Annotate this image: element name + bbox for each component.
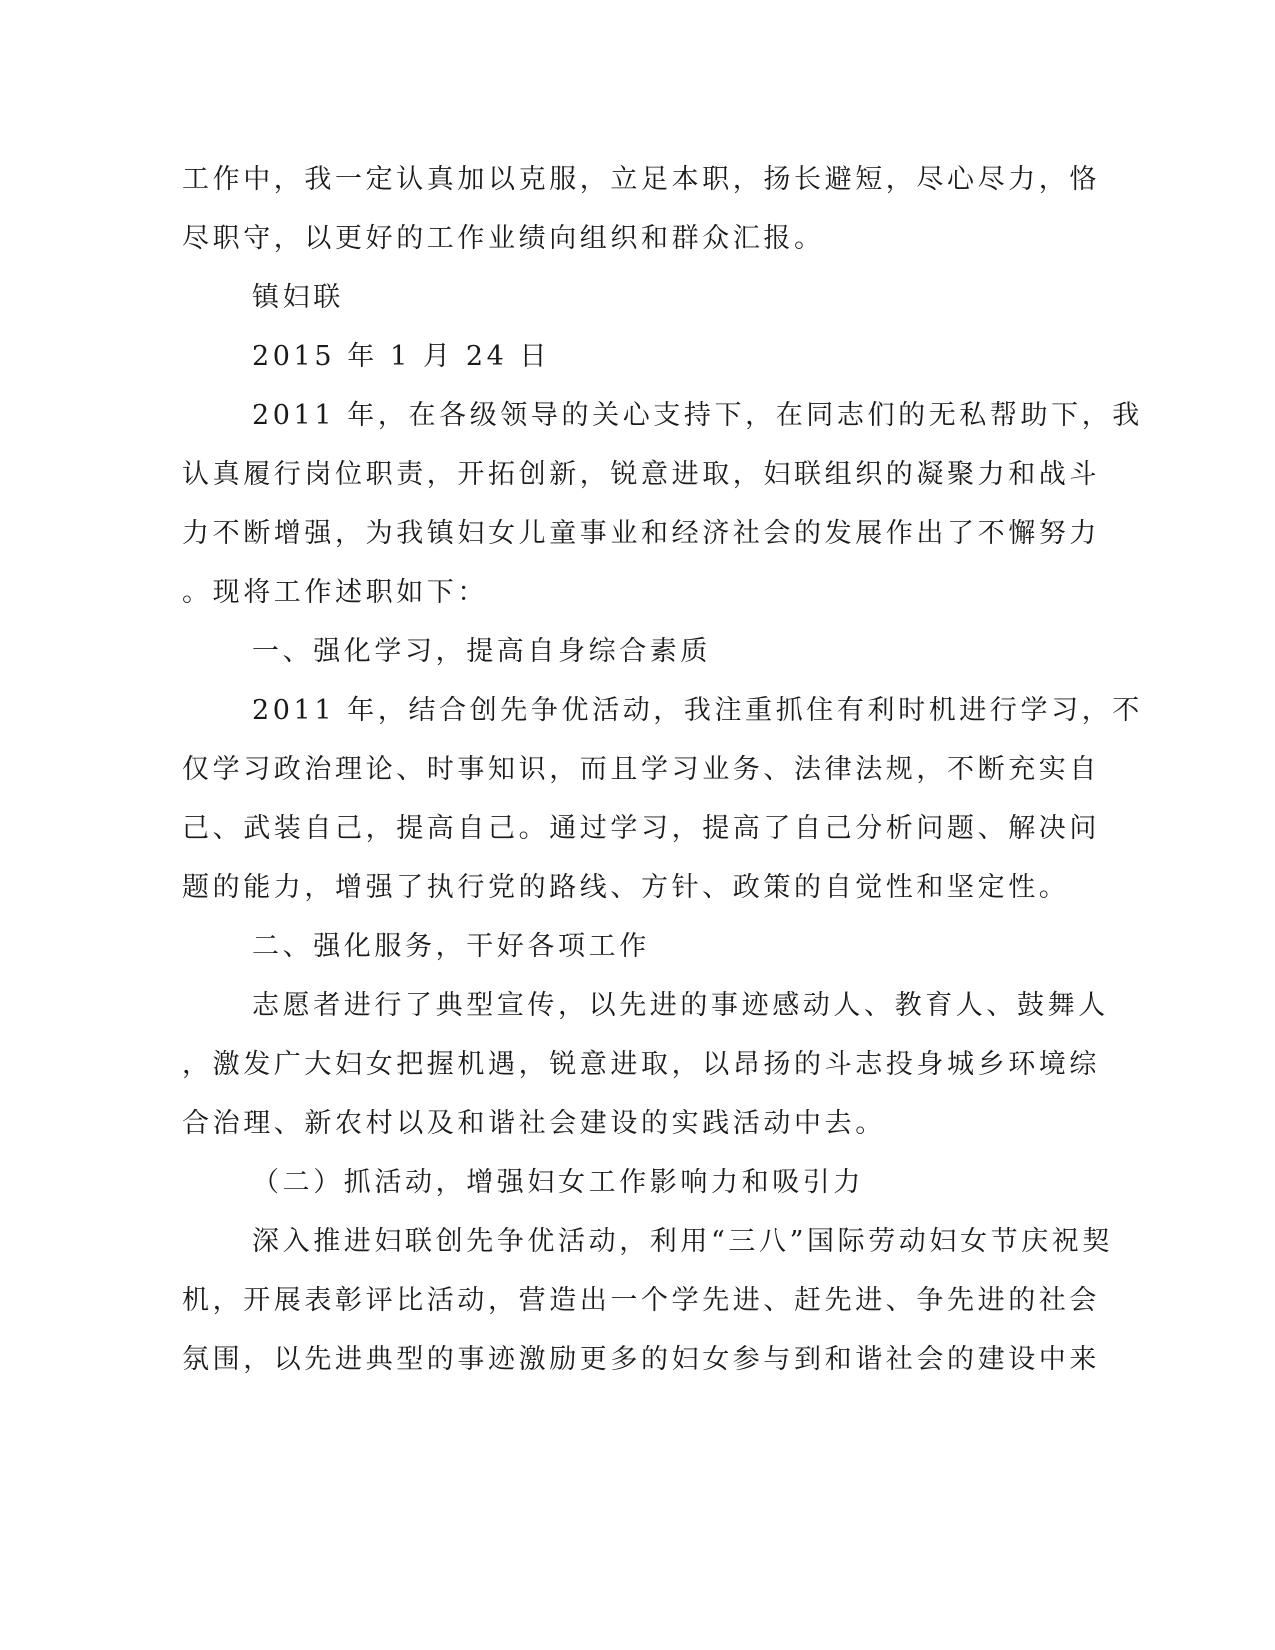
signature-organization: 镇妇联 bbox=[252, 282, 344, 313]
paragraph-line: 。现将工作述职如下： bbox=[182, 577, 488, 608]
paragraph-line: 机，开展表彰评比活动，营造出一个学先进、赶先进、争先进的社会 bbox=[182, 1285, 1100, 1316]
paragraph-line: 尽职守，以更好的工作业绩向组织和群众汇报。 bbox=[182, 223, 825, 254]
paragraph-line: 氛围，以先进典型的事迹激励更多的妇女参与到和谐社会的建设中来 bbox=[182, 1344, 1100, 1375]
signature-date: 2015 年 1 月 24 日 bbox=[252, 341, 551, 372]
paragraph-line: 题的能力，增强了执行党的路线、方针、政策的自觉性和坚定性。 bbox=[182, 872, 1070, 903]
paragraph-line: 己、武装自己，提高自己。通过学习，提高了自己分析问题、解决问 bbox=[182, 813, 1100, 844]
paragraph-line: 工作中，我一定认真加以克服，立足本职，扬长避短，尽心尽力，恪 bbox=[182, 164, 1100, 195]
subsection-heading: （二）抓活动，增强妇女工作影响力和吸引力 bbox=[252, 1167, 864, 1198]
section-heading: 二、强化服务，干好各项工作 bbox=[252, 931, 650, 962]
paragraph-line: ，激发广大妇女把握机遇，锐意进取，以昂扬的斗志投身城乡环境综 bbox=[182, 1049, 1100, 1080]
paragraph-line: 深入推进妇联创先争优活动，利用“三八”国际劳动妇女节庆祝契 bbox=[252, 1226, 1114, 1257]
paragraph-line: 认真履行岗位职责，开拓创新，锐意进取，妇联组织的凝聚力和战斗 bbox=[182, 459, 1100, 490]
paragraph-line: 2011 年，结合创先争优活动，我注重抓住有利时机进行学习，不 bbox=[252, 695, 1143, 726]
paragraph-line: 合治理、新农村以及和谐社会建设的实践活动中去。 bbox=[182, 1108, 886, 1139]
paragraph-line: 力不断增强，为我镇妇女儿童事业和经济社会的发展作出了不懈努力 bbox=[182, 518, 1100, 549]
section-heading: 一、强化学习，提高自身综合素质 bbox=[252, 636, 711, 667]
paragraph-line: 2011 年，在各级领导的关心支持下，在同志们的无私帮助下，我 bbox=[252, 400, 1143, 431]
paragraph-line: 志愿者进行了典型宣传，以先进的事迹感动人、教育人、鼓舞人 bbox=[252, 990, 1109, 1021]
paragraph-line: 仅学习政治理论、时事知识，而且学习业务、法律法规，不断充实自 bbox=[182, 754, 1100, 785]
